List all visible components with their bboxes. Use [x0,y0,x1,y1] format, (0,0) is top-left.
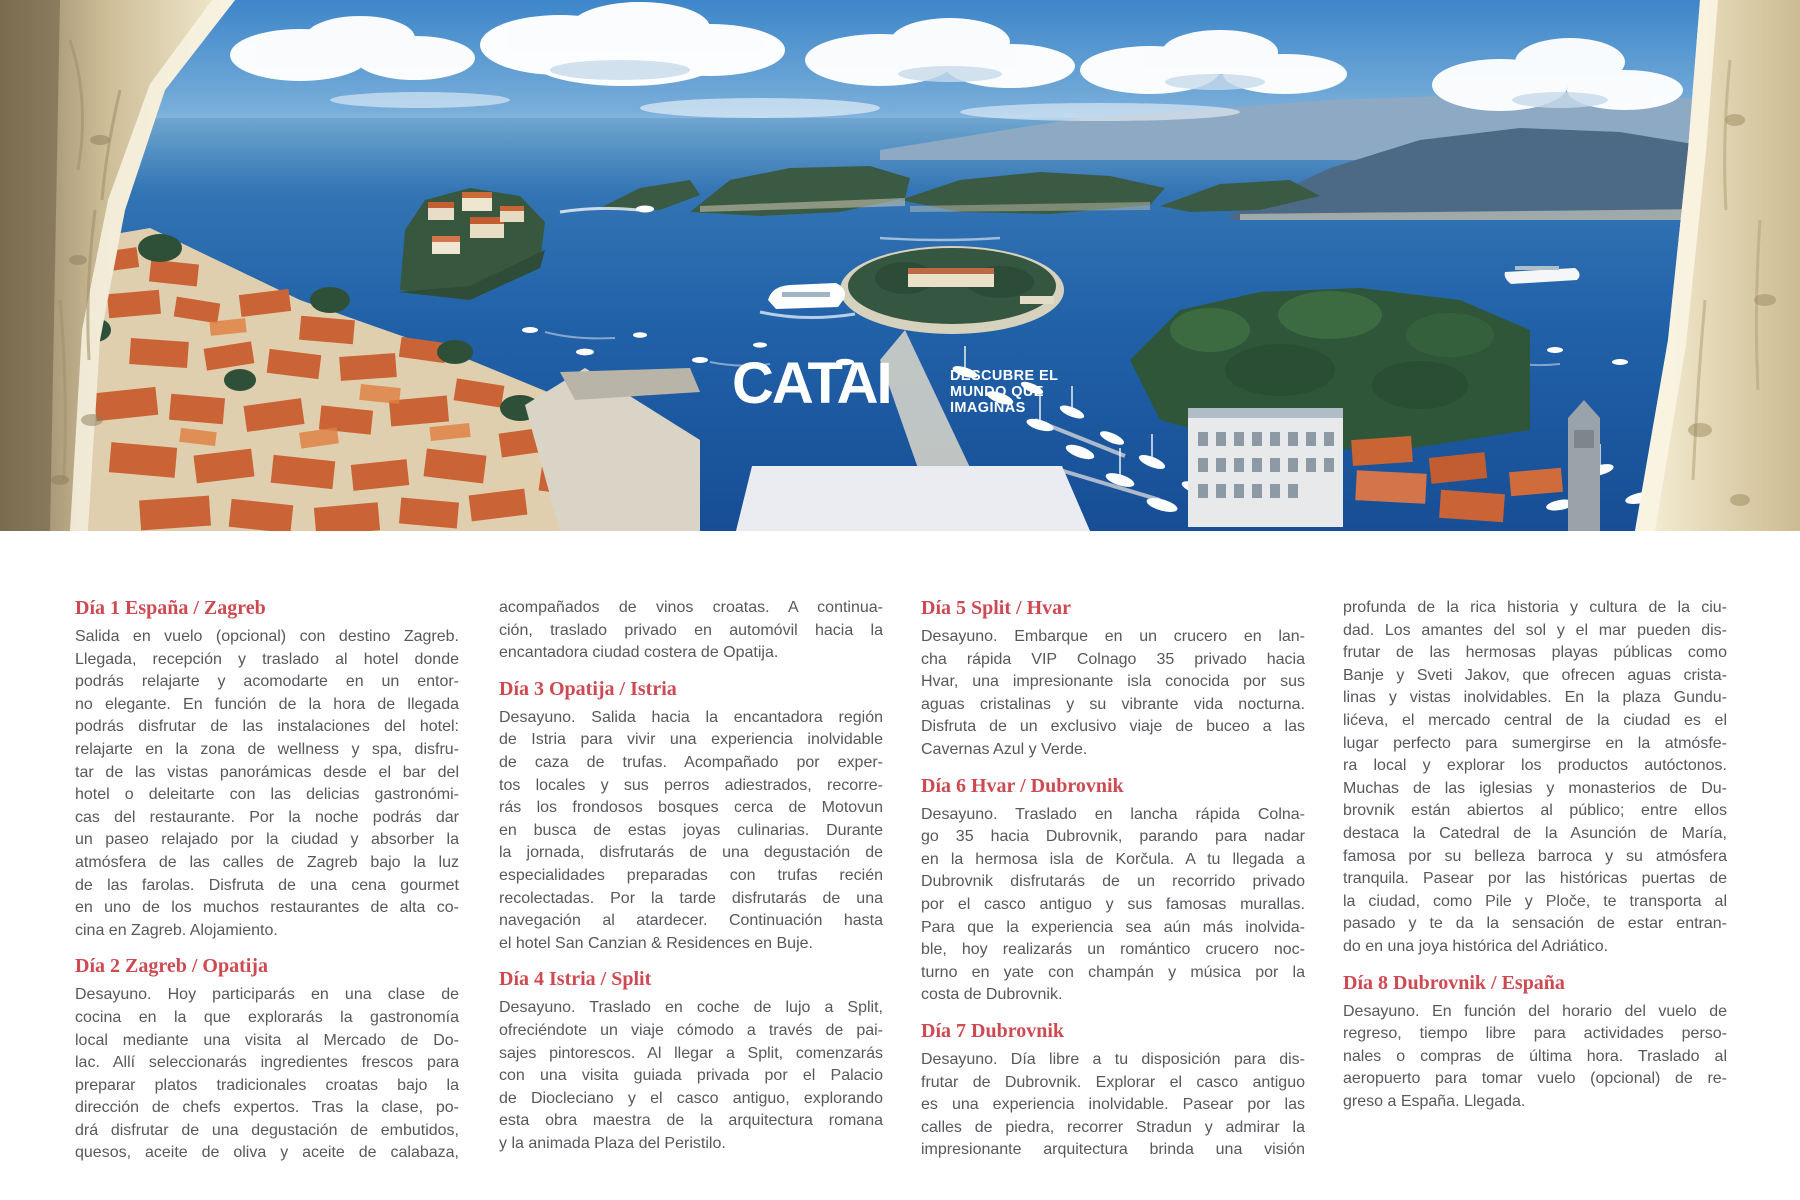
body-line: linas y vistas inolvidables. En la plaza Gundu- [1343,689,1727,707]
body-line: turno en yate con champán y música por la [921,963,1305,981]
body-line: Desayuno. Embarque en un crucero en lan- [921,628,1305,645]
body-line: famosa por su belleza barroca y su atmósfera [1343,847,1727,865]
body-line: aguas cristalinas y su vibrante vida nocturna. [921,695,1305,713]
body-line: ble, hoy realizarás un romántico crucero noc- [921,941,1305,959]
body-line: rás los frondosos bosques cerca de Motovun [499,799,883,817]
body-line: no elegante. En función de la hora de llegada [75,695,459,713]
body-line: brovnik están abiertos al público; entre ellos [1343,802,1727,820]
tagline-line-3: IMAGINAS [950,400,1026,416]
body-line: ofreciéndote un viaje cómodo a través de pai- [499,1021,883,1039]
body-line: preparar platos tradicionales croatas bajo la [75,1076,459,1094]
day-heading: Día 3 Opatija / Istria [499,677,677,700]
body-line: aeropuerto para tomar vuelo (opcional) de re- [1343,1070,1727,1088]
tagline-line-1: DESCUBRE EL [950,368,1059,384]
body-line: sajes pintorescos. Al llegar a Split, comenzarás [499,1044,883,1062]
itinerary-column-2 [499,597,883,1155]
body-line: dirección de chefs expertos. Tras la clase, po- [75,1099,459,1117]
body-line: tos locales y sus perros adiestrados, recorre- [499,776,883,794]
catai-wordmark: CATAI [732,351,891,416]
day-heading: Día 8 Dubrovnik / España [1343,971,1565,994]
body-line: profunda de la rica historia y cultura de la ciu- [1343,599,1727,616]
body-line: Desayuno. Traslado en lancha rápida Colna- [921,805,1305,823]
body-line: Para que la experiencia sea aún más inolvida- [921,918,1305,936]
body-line: nales o compras de última hora. Traslado al [1343,1047,1727,1065]
body-line: greso a España. Llegada. [1343,1092,1526,1110]
body-line: relajarte en la zona de wellness y spa, disfru- [75,740,459,758]
tagline-line-2: MUNDO QUE [950,384,1044,400]
body-line: Llegada, recepción y traslado al hotel donde [75,650,459,668]
body-line: por el casco antiguo y sus famosas murallas. [921,895,1305,913]
body-line: recolectadas. Por la tarde disfrutarás de una [499,889,883,907]
body-line: calles de piedra, recorrer Stradun y admirar la [921,1118,1305,1136]
day-heading: Día 7 Dubrovnik [921,1019,1065,1042]
body-line: Banje y Sveti Jakov, que ofrecen aguas crista- [1343,666,1727,684]
body-line: acompañados de vinos croatas. A continua- [499,599,883,616]
itinerary-column-4 [1343,597,1727,1113]
body-line: Desayuno. Día libre a tu disposición para dis- [921,1050,1305,1068]
body-line: ción, traslado privado en automóvil hacia la [499,621,883,639]
body-line: ra local y explorar los productos autóctonos. [1343,757,1727,775]
body-line: y la animada Plaza del Peristilo. [499,1134,726,1152]
body-line: especialidades preparadas con trufas recién [499,866,883,884]
body-line: de Diocleciano y el casco antiguo, explorando [499,1089,883,1107]
body-line: cha rápida VIP Colnago 35 privado hacia [921,650,1305,668]
body-line: do en una joya histórica del Adriático. [1343,937,1609,955]
body-line: en busca de estas joyas culinarias. Durante [499,821,883,839]
brand-logo [732,351,891,416]
body-line: cocina en la que explorarás la gastronomía [75,1008,459,1026]
body-line: de las farolas. Disfruta de una cena gourmet [75,876,459,894]
body-line: atmósfera de las calles de Zagreb bajo la luz [75,853,459,871]
body-line: local mediante una visita al Mercado de Do- [75,1031,459,1049]
body-line: tar de las vistas panorámicas desde el bar del [75,763,459,781]
body-line: pasado y te da la sensación de estar entran- [1343,915,1727,933]
body-line: Muchas de las iglesias y monasterios de Du- [1343,779,1727,797]
itinerary-column-1 [75,597,459,1165]
fort-island [840,246,1064,334]
body-line: Hvar, una impresionante isla conocida por sus [921,673,1305,691]
body-line: quesos, aceite de oliva y aceite de calabaza, [75,1144,459,1162]
body-line: frutar de las hermosas playas públicas como [1343,644,1727,662]
body-line: es una experiencia inolvidable. Pasear por las [921,1096,1305,1114]
body-line: Desayuno. En función del horario del vuelo de [1343,1002,1727,1020]
body-line: tranquila. Pasear por las históricas puertas de [1343,870,1727,888]
body-line: la jornada, disfrutarás de una degustación de [499,844,883,862]
day-heading: Día 4 Istria / Split [499,968,652,991]
hero-image [0,0,1800,531]
itinerary-column-3 [921,597,1305,1162]
body-line: destaca la Catedral de la Asunción de María, [1343,824,1727,842]
body-line: la ciudad, como Pile y Ploče, te transporta al [1343,892,1727,910]
body-line: navegación al atardecer. Continuación hasta [499,912,883,930]
body-line: de caza de trufas. Acompañado por exper- [499,753,883,771]
body-line: esta obra maestra de la arquitectura romana [499,1112,883,1130]
body-line: Desayuno. Traslado en coche de lujo a Split, [499,999,883,1017]
body-line: costa de Dubrovnik. [921,986,1063,1004]
brand-tagline [950,368,1058,416]
body-line: go 35 hacia Dubrovnik, parando para nadar [921,828,1305,846]
body-line: en la hermosa isla de Korčula. A tu llegada a [921,850,1305,868]
day-heading: Día 6 Hvar / Dubrovnik [921,774,1124,797]
day-heading: Día 1 España / Zagreb [75,597,266,619]
body-line: regreso, tiempo libre para actividades perso- [1343,1025,1727,1043]
body-line: Desayuno. Hoy participarás en una clase de [75,986,459,1004]
body-line: drá disfrutar de una degustación de embutidos, [75,1121,459,1139]
body-line: Disfruta de un exclusivo viaje de buceo a las [921,718,1305,736]
day-heading: Día 2 Zagreb / Opatija [75,955,268,978]
body-line: cas del restaurante. Por la noche podrás dar [75,808,459,826]
body-line: Cavernas Azul y Verde. [921,740,1088,758]
body-line: podrás relajarte y acomodarte en un entor- [75,673,459,691]
body-line: dad. Los amantes del sol y el mar pueden dis- [1343,621,1727,639]
body-line: lac. Allí seleccionarás ingredientes frescos para [75,1054,459,1072]
title-panel [736,466,1090,531]
body-line: hotel o deleitarte con las delicias gastronómi- [75,786,459,804]
body-line: Desayuno. Salida hacia la encantadora región [499,708,883,726]
body-line: Dubrovnik disfrutarás de un recorrido privado [921,873,1305,891]
body-line: un paseo relajado por la ciudad y absorber la [75,831,459,849]
body-line: lugar perfecto para sumergirse en la atmósfe- [1343,734,1727,752]
body-line: lićeva, el mercado central de la ciudad es el [1343,711,1727,729]
body-line: el hotel San Canzian & Residences en Buje. [499,934,813,952]
body-line: impresionante arquitectura brinda una visión [921,1141,1305,1159]
hero-photo-art [0,0,1800,531]
body-line: cina en Zagreb. Alojamiento. [75,921,278,939]
body-line: podrás disfrutar de las instalaciones del hotel: [75,718,459,736]
body-line: con una visita guiada privada por el Palacio [499,1067,883,1085]
body-line: frutar de Dubrovnik. Explorar el casco antiguo [921,1073,1305,1091]
body-line: encantadora ciudad costera de Opatija. [499,644,779,662]
body-line: de Istria para vivir una experiencia inolvidable [499,731,883,749]
body-line: en uno de los muchos restaurantes de alta co- [75,899,459,917]
body-line: Salida en vuelo (opcional) con destino Zagreb. [75,628,459,645]
day-heading: Día 5 Split / Hvar [921,597,1072,619]
